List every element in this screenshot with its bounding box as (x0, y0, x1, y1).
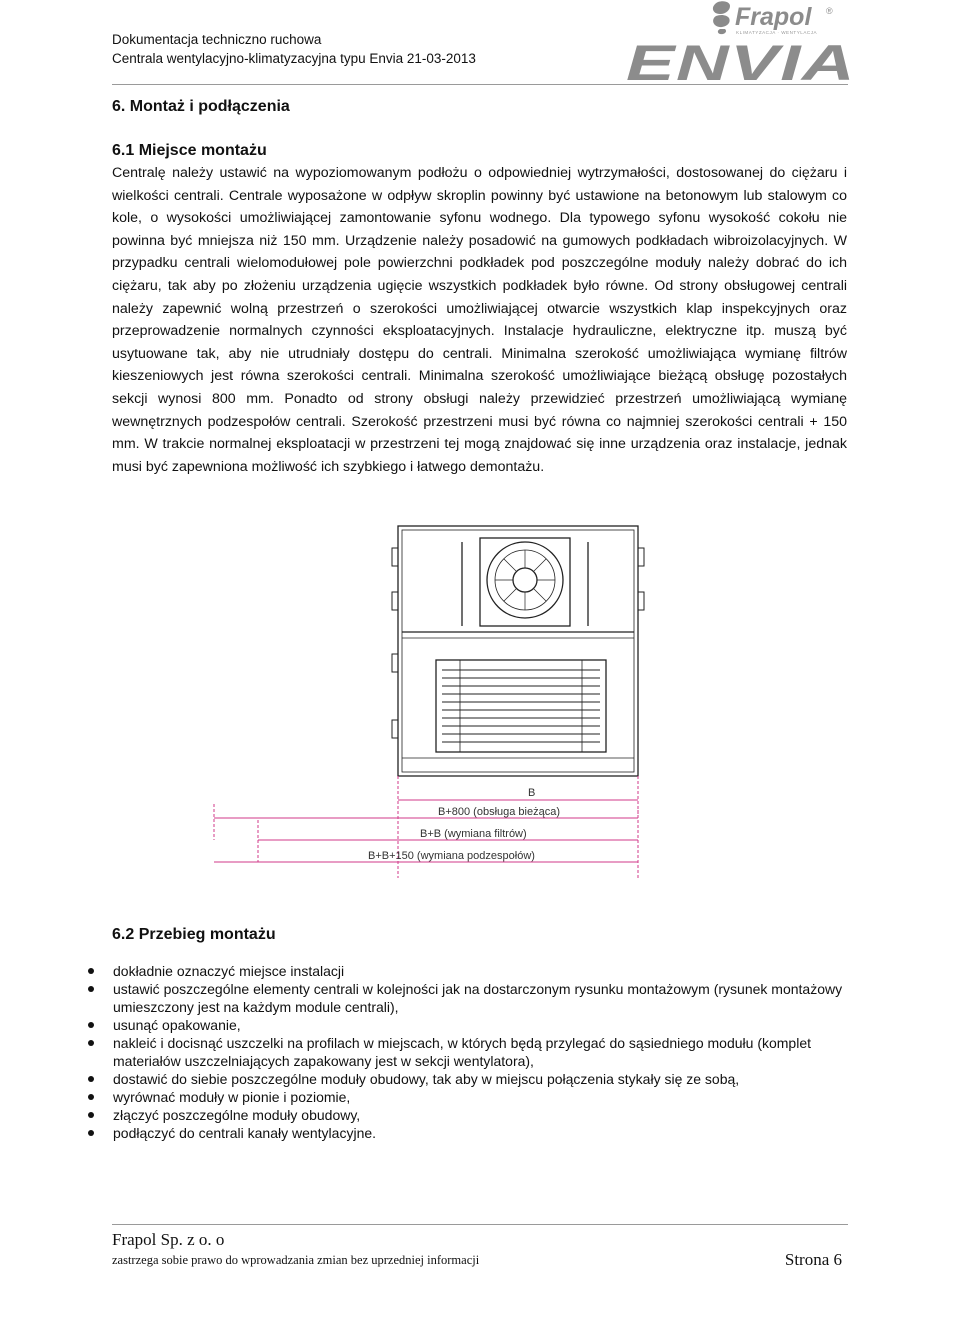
list-item (88, 980, 848, 1016)
label-parts: B+B+150 (wymiana podzespołów) (368, 850, 535, 862)
list-item-text: złączyć poszczególne moduły obudowy, (113, 1107, 361, 1123)
list-item (88, 1034, 848, 1070)
coil-fins (442, 670, 600, 742)
bullet-icon (88, 1040, 94, 1046)
paragraph-miejsce-montazu (112, 162, 847, 478)
coil-frame (436, 660, 606, 752)
bullet-icon (88, 1112, 94, 1118)
footer-note: zastrzega sobie prawo do wprowadzania zmian bez uprzedniej informacji (112, 1253, 480, 1267)
section-title: 6. Montaż i podłączenia (112, 98, 290, 115)
air-handling-unit-drawing (392, 526, 644, 776)
list-item-text: dokładnie oznaczyć miejsce instalacji (113, 963, 345, 979)
bullet-icon (88, 1130, 94, 1136)
list-item (88, 962, 848, 980)
bullet-icon (88, 1022, 94, 1028)
list-item-text: nakleić i docisnąć uszczelki na profilach w miejscach, w których będą przylegać do sąsiedniego modułu (komplet materiałów uszczelniających zapakowany jest w sekcji wentylatora), (113, 1035, 812, 1069)
footer-rule (112, 1224, 848, 1225)
bullet-icon (88, 1076, 94, 1082)
list-item-text: podłączyć do centrali kanały wentylacyjne. (113, 1125, 377, 1141)
frapol-swirl-icon (713, 1, 730, 34)
installation-clearance-diagram (210, 520, 680, 885)
header-rule (112, 84, 848, 85)
footer-company: Frapol Sp. z o. o (112, 1230, 225, 1249)
label-service: B+800 (obsługa bieżąca) (438, 806, 560, 818)
extension-lines (214, 776, 638, 878)
list-item-text: dostawić do siebie poszczególne moduły obudowy, tak aby w miejscu połączenia stykały się ze sobą, (113, 1071, 740, 1087)
bullet-icon (88, 1094, 94, 1100)
frapol-envia-logo (626, 0, 856, 86)
list-item (88, 1088, 848, 1106)
header-line-2: Centrala wentylacyjno-klimatyzacyjna typu Envia 21-03-2013 (112, 51, 476, 66)
logo-frapol: Frapol (735, 3, 812, 31)
list-item-text: usunąć opakowanie, (113, 1017, 241, 1033)
bullet-icon (88, 986, 94, 992)
label-filters: B+B (wymiana filtrów) (420, 828, 527, 840)
logo-registered: ® (826, 6, 833, 16)
subsection-title-6-1: 6.1 Miejsce montażu (112, 142, 267, 159)
label-b: B (528, 787, 536, 799)
list-item-text: wyrównać moduły w pionie i poziomie, (113, 1089, 351, 1105)
logo-tagline: KLIMATYZACJA · WENTYLACJA (736, 30, 818, 35)
unit-casing-inner (402, 530, 634, 772)
paragraph-text: Centralę należy ustawić na wypoziomowanym podłożu o odpowiedniej wytrzymałości, dostosowanej do ciężaru i wielkości centrali. Centrale wyposażone w odpływ skroplin powinny być ustawione na betonowym lub stalowym co kole, o wysokości umożliwiającej zamontowanie syfonu wodnego. Dla typowego syfonu wysokość cokołu nie powinna być mniejsza niż 150 mm. Urządzenie należy posadowić na gumowych podkładach wibroizolacyjnych. W przypadku centrali wielomodułowej pole powierzchni podkładek pod poszczególne moduły należy dobrać do ich ciężaru, tak aby po złożeniu urządzenia ugięcie wszystkich podkładek było równe. Od strony obsługowej centrali należy zapewnić wolną przestrzeń o szerokości umożliwiającej otwarcie wszystkich klap inspekcyjnych oraz przeprowadzenie normalnych czynności eksploatacyjnych. Instalacje hydrauliczne, elektryczne itp. muszą być usytuowane tak, aby nie utrudniały dostępu do centrali. Minimalna szerokość umożliwiająca wymianę filtrów kieszeniowych jest równa szerokości centrali. Minimalna szerokość umożliwiające bieżącą obsługę pozostałych sekcji wynosi 800 mm. Ponadto od strony obsługi należy przewidzieć przestrzeń umożliwiającą wymianę wewnętrznych podzespołów centrali. Szerokość przestrzeni musi być równa co najmniej szerokości centrali + 150 mm. W trakcie normalnej eksploatacji w przestrzeni tej mogą znajdować się inne urządzenia oraz instalacje, jednak musi być zapewniona możliwość ich szybkiego i łatwego demontażu. (112, 165, 847, 475)
list-item (88, 1016, 848, 1034)
list-item (88, 1124, 848, 1142)
list-item (88, 1106, 848, 1124)
fan-hub-icon (513, 568, 537, 592)
montage-steps-list (88, 962, 848, 1142)
header-text (112, 30, 476, 68)
bullet-icon (88, 968, 94, 974)
list-item-text: ustawić poszczególne elementy centrali w kolejności jak na dostarczonym rysunku montażowym (rysunek montażowy umieszczony jest na każdym module centrali), (113, 981, 843, 1015)
page-number: Strona 6 (784, 1250, 842, 1269)
subsection-title-6-2: 6.2 Przebieg montażu (112, 926, 276, 943)
unit-casing (398, 526, 638, 776)
header-line-1: Dokumentacja techniczno ruchowa (112, 32, 322, 47)
logo-envia: ENVIA (626, 35, 856, 86)
list-item (88, 1070, 848, 1088)
